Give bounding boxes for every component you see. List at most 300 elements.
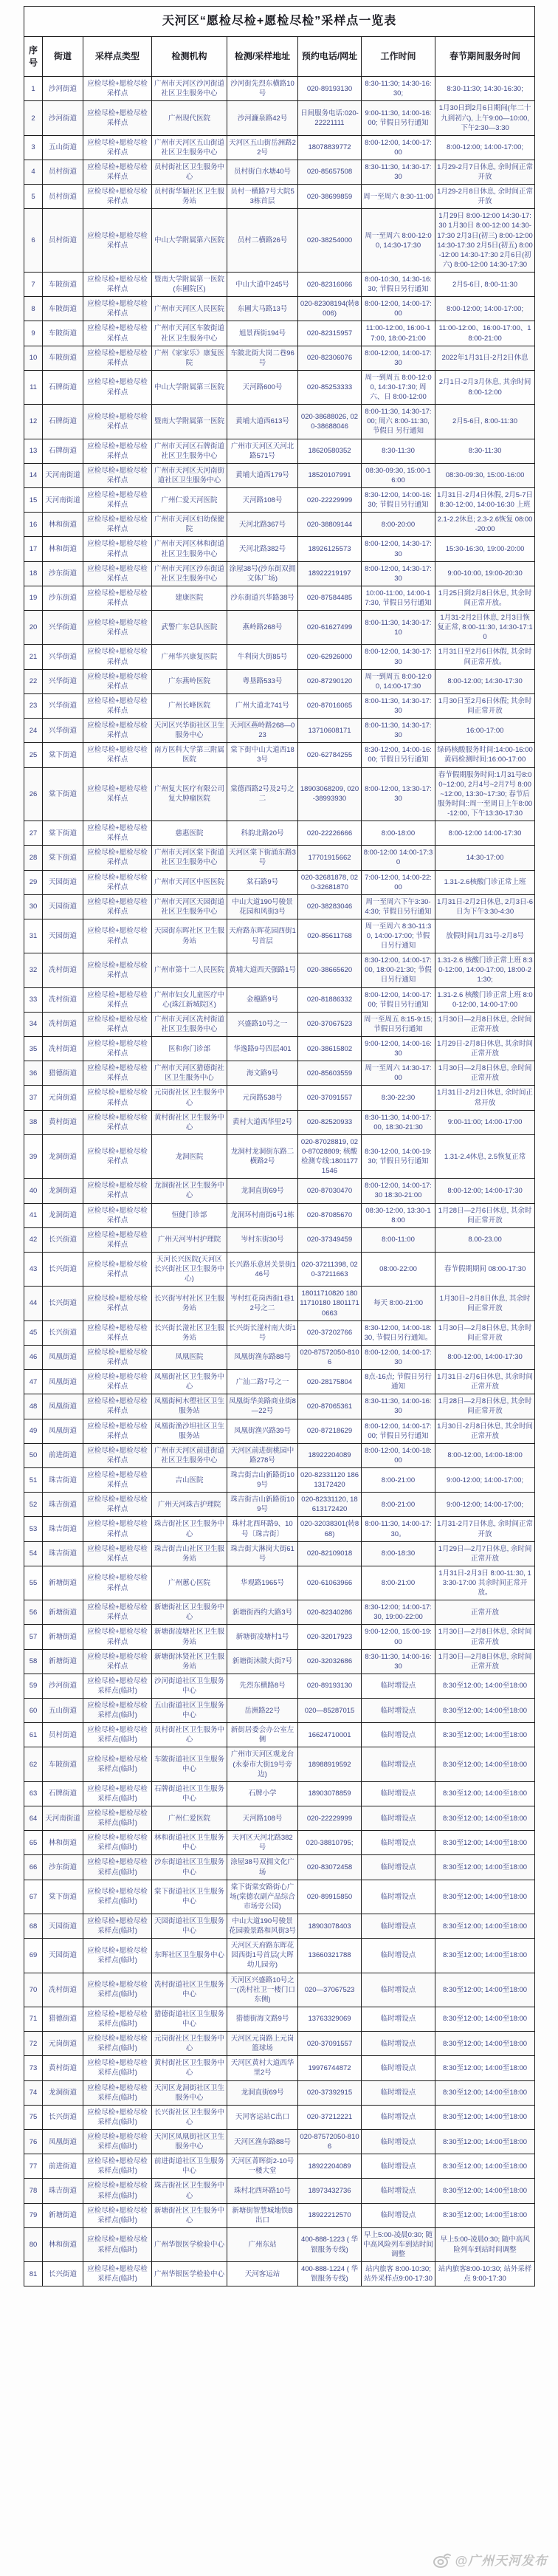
cell-org: 东晖社区卫生服务中心	[152, 1939, 227, 1973]
table-row	[24, 561, 535, 586]
cell-address: 天河区元岗路上元岗篮球场	[227, 2032, 298, 2056]
cell-street: 冼村街道	[43, 1037, 83, 1061]
cell-address: 金穗路9号	[227, 987, 298, 1012]
cell-hours: 8:00-12:00, 14:00-18:00	[362, 1443, 435, 1467]
cell-phone: 020-82340286	[298, 1600, 362, 1625]
cell-type: 应检尽检+愿检尽检采样点	[83, 645, 152, 669]
cell-num: 20	[24, 611, 43, 645]
cell-type: 应检尽检+愿检尽检采样点(临时)	[83, 1831, 152, 1855]
cell-phone: 18620580352	[298, 439, 362, 463]
cell-hours: 08:00-22:00	[362, 1253, 435, 1287]
cell-spring-hours: 1月30日-2月8日休息, 其余时间正常开放	[435, 1419, 535, 1443]
cell-street: 沙河街道	[43, 77, 83, 101]
cell-num: 65	[24, 1831, 43, 1855]
table-row	[24, 2032, 535, 2056]
table-row	[24, 1566, 535, 1600]
table-row	[24, 77, 535, 101]
cell-phone: 13710608171	[298, 719, 362, 743]
cell-phone: 020-87572050-8106	[298, 2129, 362, 2154]
cell-phone: 020—37067523	[298, 1973, 362, 2007]
cell-phone: 18922212570	[298, 2203, 362, 2227]
cell-phone: 020-32681878, 020-32681870	[298, 870, 362, 894]
cell-street: 新塘街道	[43, 1649, 83, 1674]
cell-num: 3	[24, 135, 43, 160]
cell-hours: 8:00-21:00	[362, 1566, 435, 1600]
cell-address: 华逸路9号四层401	[227, 1037, 298, 1061]
cell-street: 棠下街道	[43, 846, 83, 870]
table-row	[24, 1203, 535, 1227]
cell-phone: 18903078859	[298, 1781, 362, 1806]
cell-org: 广州市天河区中医医院	[152, 870, 227, 894]
table-row	[24, 1723, 535, 1747]
cell-address: 珠吉街大淋岗大街61号	[227, 1541, 298, 1566]
cell-type: 应检尽检+愿检尽检采样点	[83, 1203, 152, 1227]
col-header-type: 采样点类型	[83, 37, 152, 77]
cell-phone: 020-37211398, 020-37211663	[298, 1253, 362, 1287]
cell-street: 石牌街道	[43, 370, 83, 404]
cell-hours: 临时增设点	[362, 2203, 435, 2227]
cell-org: 医和你门诊部	[152, 1037, 227, 1061]
cell-street: 五山街道	[43, 1699, 83, 1723]
cell-num: 19	[24, 586, 43, 610]
table-row	[24, 1831, 535, 1855]
table-row	[24, 2129, 535, 2154]
cell-spring-hours: 9:00-11:00; 14:00-17:00	[435, 1110, 535, 1134]
watermark	[433, 2550, 548, 2569]
cell-phone: 020-81886332	[298, 987, 362, 1012]
cell-org: 林和街道社区卫生服务中心	[152, 1831, 227, 1855]
table-row	[24, 1600, 535, 1625]
cell-hours: 临时增设点	[362, 1747, 435, 1781]
cell-num: 61	[24, 1723, 43, 1747]
cell-street: 兴华街道	[43, 719, 83, 743]
table-row	[24, 611, 535, 645]
cell-type: 应检尽检+愿检尽检采样点	[83, 1493, 152, 1517]
cell-num: 71	[24, 2007, 43, 2031]
cell-type: 应检尽检+愿检尽检采样点(临时)	[83, 1747, 152, 1781]
cell-address: 珠吉街吉山新路街109号	[227, 1493, 298, 1517]
table-wrapper	[24, 6, 534, 2286]
cell-type: 应检尽检+愿检尽检采样点(临时)	[83, 2203, 152, 2227]
cell-address: 新塘街凌塘村1号	[227, 1625, 298, 1649]
cell-type: 应检尽检+愿检尽检采样点	[83, 1227, 152, 1252]
table-row	[24, 1419, 535, 1443]
cell-hours: 临时增设点	[362, 2129, 435, 2154]
cell-address: 燕岭路268号	[227, 611, 298, 645]
cell-hours: 8:30-11:30, 14:00-16:30	[362, 1394, 435, 1419]
cell-street: 新塘街道	[43, 2203, 83, 2227]
table-row	[24, 669, 535, 693]
cell-hours: 08:30-09:30, 15:00-16:00	[362, 463, 435, 487]
cell-hours: 临时增设点	[362, 2056, 435, 2080]
cell-spring-hours: 8:30至12:00; 14:00至18:00	[435, 2105, 535, 2129]
cell-org: 龙洞街社区卫生服务中心	[152, 1179, 227, 1203]
table-row	[24, 894, 535, 919]
cell-type: 应检尽检+愿检尽检采样点	[83, 846, 152, 870]
cell-num: 23	[24, 693, 43, 718]
cell-hours: 临时增设点	[362, 1723, 435, 1747]
cell-type: 应检尽检+愿检尽检采样点(临时)	[83, 2179, 152, 2203]
col-header-org: 检测机构	[152, 37, 227, 77]
cell-spring-hours: 8:30至12:00; 14:00至18:00	[435, 2179, 535, 2203]
table-row	[24, 1394, 535, 1419]
cell-hours: 8:00-21:00	[362, 1493, 435, 1517]
cell-hours: 8:00-21:00	[362, 1467, 435, 1492]
cell-num: 29	[24, 870, 43, 894]
cell-street: 沙河街道	[43, 101, 83, 135]
cell-type: 应检尽检+愿检尽检采样点	[83, 1370, 152, 1394]
cell-address: 凤凰街华美路商业街8—22号	[227, 1394, 298, 1419]
cell-org: 中山大学附属第三医院	[152, 370, 227, 404]
cell-org: 广州现代医院	[152, 101, 227, 135]
cell-spring-hours: 1月30日~2月8日休息, 其余时间正常开放	[435, 1287, 535, 1320]
cell-phone: 13763329069	[298, 2007, 362, 2031]
table-row	[24, 767, 535, 821]
cell-address: 元岗路538号	[227, 1086, 298, 1110]
cell-address: 天河区天河北路382号	[227, 1831, 298, 1855]
cell-org: 员村街社区卫生服务中心	[152, 1723, 227, 1747]
cell-street: 珠吉街道	[43, 1541, 83, 1566]
cell-type: 应检尽检+愿检尽检采样点	[83, 209, 152, 273]
cell-num: 9	[24, 321, 43, 346]
table-row	[24, 1345, 535, 1369]
cell-hours: 9:00-11:30, 14:00-16:00; 节假日另行通知	[362, 101, 435, 135]
cell-type: 应检尽检+愿检尽检采样点	[83, 1012, 152, 1036]
cell-phone: 020-87030470	[298, 1179, 362, 1203]
header-row	[24, 37, 535, 77]
cell-phone: 020-38810795;	[298, 1831, 362, 1855]
cell-num: 49	[24, 1419, 43, 1443]
cell-hours: 8:00-12:00, 14:00-17:00	[362, 135, 435, 160]
cell-num: 77	[24, 2154, 43, 2179]
cell-org: 元岗街社区卫生服务中心	[152, 1086, 227, 1110]
table-row	[24, 2179, 535, 2203]
cell-num: 18	[24, 561, 43, 586]
cell-org: 广州市天河区人民医院	[152, 297, 227, 321]
cell-street: 沙东街道	[43, 1855, 83, 1880]
cell-phone: 020-32017923	[298, 1625, 362, 1649]
cell-spring-hours: 1月31日至2月6日休假, 其余时间正常开放。	[435, 645, 535, 669]
cell-spring-hours: 8:00-12:00, 14:00-17:30	[435, 1345, 535, 1369]
cell-address: 长兴街长湴村南大街1号	[227, 1320, 298, 1345]
cell-phone: 020-28175804	[298, 1370, 362, 1394]
cell-org: 新塘街社区卫生服务中心	[152, 1600, 227, 1625]
cell-phone: 020-89193130	[298, 1674, 362, 1698]
cell-num: 43	[24, 1253, 43, 1287]
cell-phone: 020-38688026, 020-38688046	[298, 405, 362, 439]
cell-street: 棠下街道	[43, 821, 83, 846]
cell-phone: 020-38615802	[298, 1037, 362, 1061]
cell-spring-hours: 15:30-16:30, 19:00-20:00	[435, 537, 535, 561]
cell-street: 车陂街道	[43, 321, 83, 346]
cell-hours: 周一至周六 8:30-11:00	[362, 185, 435, 209]
cell-phone: 18078839772	[298, 135, 362, 160]
cell-street: 沙东街道	[43, 586, 83, 610]
cell-hours: 8:00-18:30	[362, 1541, 435, 1566]
cell-street: 天河南街道	[43, 488, 83, 513]
cell-num: 17	[24, 537, 43, 561]
cell-num: 12	[24, 405, 43, 439]
cell-num: 30	[24, 894, 43, 919]
col-header-address: 检测/采样地址	[227, 37, 298, 77]
cell-type: 应检尽检+愿检尽检采样点(临时)	[83, 1781, 152, 1806]
cell-hours: 临时增设点	[362, 2179, 435, 2203]
cell-num: 78	[24, 2179, 43, 2203]
cell-address: 天河区天府路东晖花园西街1号首层(大晖幼儿园旁)	[227, 1939, 298, 1973]
cell-street: 前进街道	[43, 1443, 83, 1467]
cell-spring-hours: 1月28日—2月8日休息, 其余时间正常开放	[435, 1394, 535, 1419]
cell-spring-hours: 8:30至12:00; 14:00至18:00	[435, 1806, 535, 1831]
cell-org: 广州华银医学检验中心	[152, 2227, 227, 2261]
cell-street: 珠吉街道	[43, 1493, 83, 1517]
cell-org: 天河区凤凰街社区卫生服务中心	[152, 2129, 227, 2154]
cell-spring-hours: 8:30-11:30	[435, 439, 535, 463]
cell-org: 广州市天河区车陂街道社区卫生服务中心	[152, 321, 227, 346]
cell-hours: 7:00-12:00, 14:00-22:00	[362, 870, 435, 894]
table-row	[24, 1674, 535, 1698]
table-row	[24, 2203, 535, 2227]
table-row	[24, 1699, 535, 1723]
cell-address: 天河客运站C出口	[227, 2105, 298, 2129]
cell-address: 新塘街沐陂大街7号	[227, 1649, 298, 1674]
cell-hours: 临时增设点	[362, 2007, 435, 2031]
cell-street: 猎德街道	[43, 2007, 83, 2031]
cell-org: 广州市天河区林和街道社区卫生服务中心	[152, 537, 227, 561]
cell-spring-hours: 8:00-12:00; 14:00-17:30	[435, 1179, 535, 1203]
cell-type: 应检尽检+愿检尽检采样点	[83, 561, 152, 586]
cell-phone: 020-32032686	[298, 1649, 362, 1674]
cell-num: 51	[24, 1467, 43, 1492]
table-row	[24, 870, 535, 894]
cell-type: 应检尽检+愿检尽检采样点	[83, 1419, 152, 1443]
cell-hours: 8:00-12:00, 13:30-17:30	[362, 767, 435, 821]
cell-hours: 8:00-11:30, 14:30-17:30	[362, 693, 435, 718]
cell-spring-hours: 8:30至12:00; 14:00至18:00	[435, 2032, 535, 2056]
cell-hours: 临时增设点	[362, 2105, 435, 2129]
cell-street: 凤凰街道	[43, 1419, 83, 1443]
cell-street: 凤凰街道	[43, 1345, 83, 1369]
cell-org: 员村街华颖社区卫生服务站	[152, 185, 227, 209]
cell-street: 沙河街道	[43, 1674, 83, 1698]
cell-num: 27	[24, 821, 43, 846]
cell-type: 应检尽检+愿检尽检采样点	[83, 346, 152, 370]
cell-org: 广州市天河区猎德街社区卫生服务中心	[152, 1061, 227, 1086]
cell-num: 25	[24, 743, 43, 767]
sampling-table	[24, 6, 535, 2286]
cell-phone: 020-85657508	[298, 160, 362, 184]
cell-org: 广州市天河区石牌街道社区卫生服务中心	[152, 439, 227, 463]
cell-phone: 020-38665620	[298, 953, 362, 987]
cell-org: 珠吉街吉山社区卫生服务站	[152, 1541, 227, 1566]
cell-num: 56	[24, 1600, 43, 1625]
table-row	[24, 2080, 535, 2105]
cell-num: 76	[24, 2129, 43, 2154]
cell-street: 龙洞街道	[43, 2080, 83, 2105]
cell-num: 10	[24, 346, 43, 370]
cell-spring-hours: 站内旅客8:00-10:30; 站外采样点 9:00-17:30	[435, 2262, 535, 2286]
cell-org: 员村街社区卫生服务中心	[152, 160, 227, 184]
col-header-spring-hours: 春节期间服务时间	[435, 37, 535, 77]
cell-spring-hours: 1月31日-2月6日休息, 其余时间正常开放	[435, 1370, 535, 1394]
col-header-num: 序号	[24, 37, 43, 77]
cell-address: 天河北路367号	[227, 513, 298, 537]
table-row	[24, 135, 535, 160]
cell-num: 5	[24, 185, 43, 209]
cell-num: 6	[24, 209, 43, 273]
cell-spring-hours: 8:30至12:00; 14:00至18:00	[435, 2080, 535, 2105]
cell-org: 五山街道社区卫生服务中心	[152, 1699, 227, 1723]
cell-num: 24	[24, 719, 43, 743]
table-row	[24, 1517, 535, 1541]
cell-hours: 8:30-11:30	[362, 439, 435, 463]
table-row	[24, 1939, 535, 1973]
cell-street: 天园街道	[43, 870, 83, 894]
cell-address: 黄村大道西华里2号	[227, 1110, 298, 1134]
cell-hours: 8:30-12:00; 14:00-17:30, 19:00-22:00	[362, 1600, 435, 1625]
cell-type: 应检尽检+愿检尽检采样点	[83, 894, 152, 919]
cell-num: 74	[24, 2080, 43, 2105]
cell-num: 21	[24, 645, 43, 669]
cell-org: 慈惠医院	[152, 821, 227, 846]
cell-phone: 020-87065361	[298, 1394, 362, 1419]
cell-type: 应检尽检+愿检尽检采样点	[83, 1394, 152, 1419]
cell-org: 广州市天河区沙东街道社区卫生服务中心	[152, 561, 227, 586]
table-row	[24, 513, 535, 537]
cell-hours: 周一至周六 8:00-12:00, 14:30-17:30	[362, 209, 435, 273]
table-row	[24, 919, 535, 953]
cell-org: 广州《家家乐》康复医院	[152, 346, 227, 370]
cell-spring-hours: 8:30至12:00; 14:00至18:00	[435, 2203, 535, 2227]
cell-org: 广州市天河区五山街道社区卫生服务中心	[152, 135, 227, 160]
cell-phone: 020-89915850	[298, 1880, 362, 1914]
table-row	[24, 1179, 535, 1203]
cell-phone: 18903078403	[298, 1914, 362, 1939]
cell-hours: 临时增设点	[362, 1855, 435, 1880]
cell-address: 天府路东晖花园西街1号首层	[227, 919, 298, 953]
table-row	[24, 101, 535, 135]
table-row	[24, 953, 535, 987]
cell-address: 天河路108号	[227, 1806, 298, 1831]
cell-address: 科韵北路20号	[227, 821, 298, 846]
cell-street: 前进街道	[43, 2154, 83, 2179]
cell-org: 长兴街长湴社区卫生服务站	[152, 1320, 227, 1345]
cell-phone: 18520107991	[298, 463, 362, 487]
cell-type: 应检尽检+愿检尽检采样点	[83, 463, 152, 487]
cell-phone: 020-61063966	[298, 1566, 362, 1600]
cell-spring-hours: 1月30日到2月6日期间(年二十九到初六), 上午9:00—10:00, 下午2:30—3:30	[435, 101, 535, 135]
cell-street: 长兴街道	[43, 2105, 83, 2129]
cell-hours: 8点-16点; 节假日另行通知	[362, 1370, 435, 1394]
cell-address: 龙洞村龙洞街东路二横路2号	[227, 1134, 298, 1178]
cell-phone: 13660321788	[298, 1939, 362, 1973]
cell-num: 54	[24, 1541, 43, 1566]
cell-spring-hours: 8:30至12:00; 14:00至18:00	[435, 1939, 535, 1973]
cell-phone: 020-87085670	[298, 1203, 362, 1227]
cell-address: 广汕二路7号之一	[227, 1370, 298, 1394]
cell-street: 林和街道	[43, 537, 83, 561]
cell-street: 新塘街道	[43, 1566, 83, 1600]
cell-phone: 020-37067523	[298, 1012, 362, 1036]
table-row	[24, 1253, 535, 1287]
cell-street: 元岗街道	[43, 1086, 83, 1110]
cell-num: 1	[24, 77, 43, 101]
cell-num: 39	[24, 1134, 43, 1178]
cell-num: 70	[24, 1973, 43, 2007]
table-row	[24, 586, 535, 610]
cell-org: 广州华银医学检验中心	[152, 2262, 227, 2286]
cell-hours: 8:00-12:00, 14:00-17:00; 节假日另行通知	[362, 1419, 435, 1443]
cell-street: 天园街道	[43, 1939, 83, 1973]
cell-phone: 18011710820 18011710180 18011710663	[298, 1287, 362, 1320]
cell-num: 7	[24, 273, 43, 297]
cell-phone: 020-87016065	[298, 693, 362, 718]
table-row	[24, 1443, 535, 1467]
cell-type: 应检尽检+愿检尽检采样点	[83, 273, 152, 297]
cell-hours: 临时增设点	[362, 1781, 435, 1806]
cell-hours: 8:30-11:30, 14:30-17:30	[362, 160, 435, 184]
cell-spring-hours: 2月5-6日, 8:00-11:30	[435, 273, 535, 297]
cell-type: 应检尽检+愿检尽检采样点	[83, 919, 152, 953]
cell-num: 16	[24, 513, 43, 537]
cell-type: 应检尽检+愿检尽检采样点	[83, 537, 152, 561]
cell-street: 林和街道	[43, 1831, 83, 1855]
cell-num: 41	[24, 1203, 43, 1227]
table-row	[24, 1061, 535, 1086]
cell-num: 52	[24, 1493, 43, 1517]
cell-org: 长兴街岑村社区卫生服务站	[152, 1287, 227, 1320]
cell-spring-hours: 8:30至12:00; 14:00至18:00	[435, 2007, 535, 2031]
cell-org: 广州市妇女儿童医疗中心(珠江新城院区)	[152, 987, 227, 1012]
cell-spring-hours: 1月31日-2月2日休息, 余时间正常开放	[435, 1086, 535, 1110]
cell-street: 兴华街道	[43, 611, 83, 645]
cell-org: 沙东街道社区卫生服务中心	[152, 1855, 227, 1880]
cell-num: 80	[24, 2227, 43, 2261]
cell-phone: 020-87572050-8106	[298, 1345, 362, 1369]
cell-org: 广州仁爱天河医院	[152, 488, 227, 513]
cell-org: 广州市天河区棠下街道社区卫生服务中心	[152, 846, 227, 870]
cell-phone: 18903068209, 020-38993930	[298, 767, 362, 821]
cell-num: 40	[24, 1179, 43, 1203]
cell-type: 应检尽检+愿检尽检采样点(临时)	[83, 1723, 152, 1747]
cell-street: 石牌街道	[43, 439, 83, 463]
cell-address: 华观路1965号	[227, 1566, 298, 1600]
cell-phone: 020-38283046	[298, 894, 362, 919]
cell-address: 天河区五山街岳洲路22号	[227, 135, 298, 160]
cell-spring-hours: 8:30至12:00; 14:00至18:00	[435, 1914, 535, 1939]
cell-phone: 020-87218629	[298, 1419, 362, 1443]
cell-org: 元岗街社区卫生服务中心	[152, 2032, 227, 2056]
cell-org: 天园街道社区卫生服务中心	[152, 1914, 227, 1939]
cell-org: 长兴街社区卫生服务中心	[152, 2105, 227, 2129]
cell-hours: 8:00-12:00 14:00-17:30	[362, 846, 435, 870]
cell-num: 69	[24, 1939, 43, 1973]
cell-spring-hours: 08:30-09:30, 15:00-16:00	[435, 463, 535, 487]
cell-hours: 周一到周五 8:00-12:00, 14:30-17:30; 周六、日 8:00-12:00	[362, 370, 435, 404]
table-row	[24, 537, 535, 561]
watermark-text: @广州天河发布	[455, 2554, 548, 2568]
cell-phone: 18973432736	[298, 2179, 362, 2203]
cell-spring-hours: 2.1-2.2休息; 2.3-2.6恢复 08:00-20:00	[435, 513, 535, 537]
cell-type: 应检尽检+愿检尽检采样点	[83, 767, 152, 821]
cell-hours: 8:30-12:00, 14:00-19:30; 节假日另行通知	[362, 1134, 435, 1178]
cell-num: 42	[24, 1227, 43, 1252]
cell-type: 应检尽检+愿检尽检采样点	[83, 1287, 152, 1320]
cell-type: 应检尽检+愿检尽检采样点	[83, 135, 152, 160]
cell-org: 棠下街道社区卫生服务中心	[152, 1880, 227, 1914]
cell-hours: 8:00-11:30, 14:00-17:30。	[362, 1517, 435, 1541]
cell-num: 57	[24, 1625, 43, 1649]
cell-address: 凤凰街渔东路88号	[227, 1345, 298, 1369]
